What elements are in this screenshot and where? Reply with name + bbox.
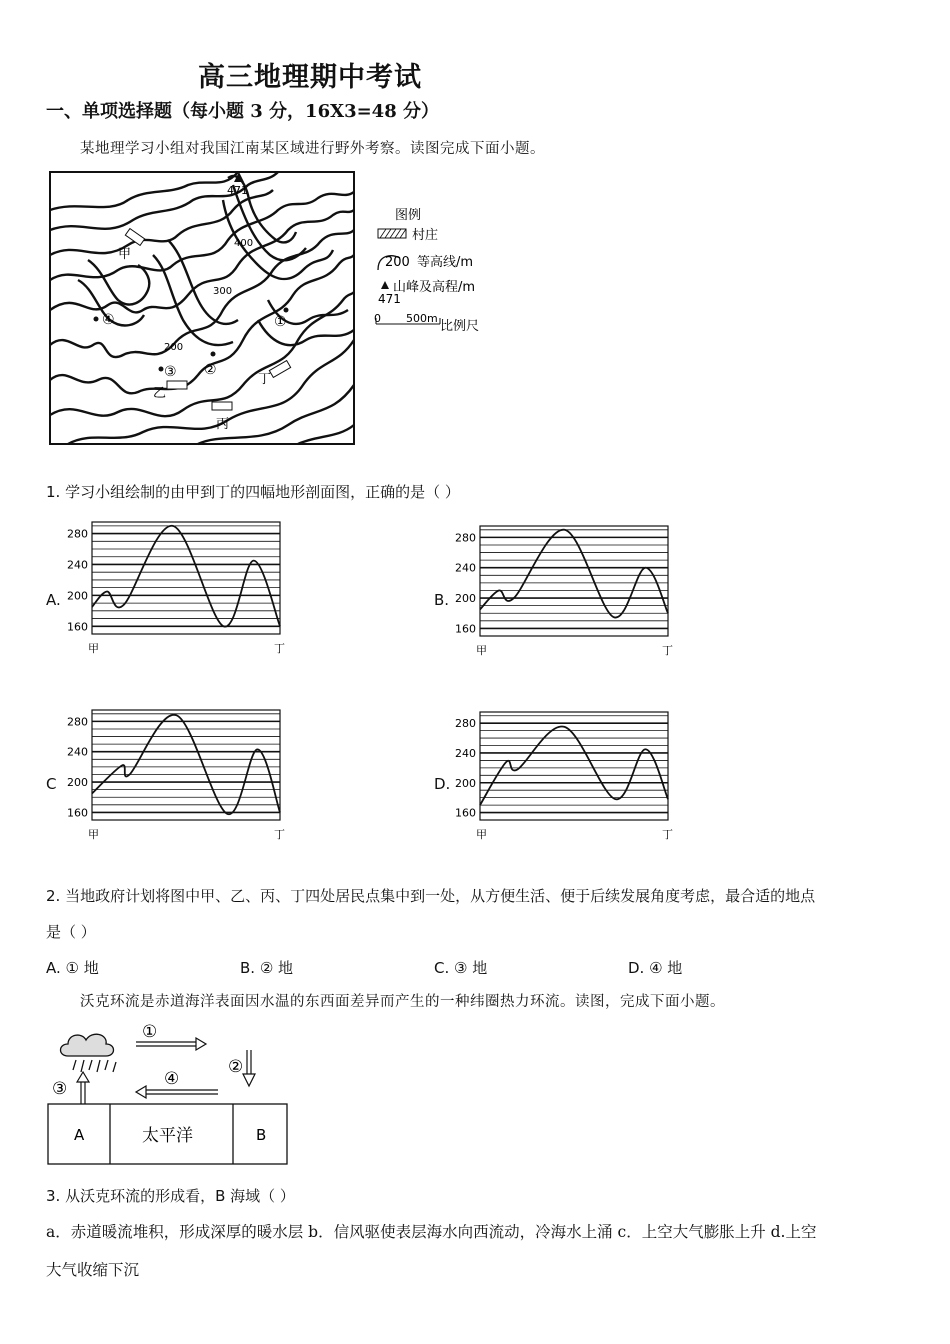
- arrow-2-label: ②: [228, 1057, 244, 1077]
- profile-chart-c: [60, 704, 300, 844]
- topographic-map: [48, 170, 358, 448]
- x-start-label: 甲: [88, 642, 99, 655]
- arrow-4-label: ④: [164, 1069, 180, 1089]
- question-1: 1. 学习小组绘制的由甲到丁的四幅地形剖面图，正确的是（ ）: [46, 483, 460, 501]
- q3-options-line-1: a．赤道暖流堆积，形成深厚的暖水层 b．信风驱使表层海水向西流动，冷海水上涌 c．上空大气膨胀上升 d.上空: [46, 1223, 817, 1241]
- x-start-label: 甲: [88, 828, 99, 841]
- question-2-continued: 是（ ）: [46, 923, 96, 941]
- option-label-d: D.: [434, 775, 451, 793]
- intro-text-1: 某地理学习小组对我国江南某区域进行野外考察。读图完成下面小题。: [80, 141, 545, 157]
- box-b: B: [256, 1126, 267, 1144]
- plot-frame: [480, 526, 668, 636]
- contour-label-400: 400: [234, 238, 254, 249]
- y-tick-label: 240: [67, 745, 88, 759]
- legend-contour: 等高线/m: [417, 255, 474, 270]
- village-ding: 丁: [258, 372, 272, 387]
- legend-village: 村庄: [412, 228, 439, 243]
- option-label-c: C: [46, 775, 57, 793]
- contour-label-200: 200: [164, 342, 184, 353]
- village-jia: 甲: [118, 247, 132, 262]
- y-tick-label: 200: [455, 592, 476, 606]
- y-tick-label: 240: [67, 558, 88, 572]
- legend-peak: 山峰及高程/m: [393, 280, 476, 295]
- arrow-1-label: ①: [142, 1022, 158, 1042]
- map-peak-value: 471: [227, 184, 248, 197]
- y-tick-label: 160: [67, 806, 88, 820]
- legend-peak-value: 471: [378, 292, 401, 306]
- contour-label-300: 300: [213, 286, 233, 297]
- legend-scale: 比例尺: [440, 319, 480, 334]
- walker-circulation-diagram: [46, 1016, 296, 1168]
- x-end-label: 丁: [274, 642, 285, 655]
- village-yi: 乙: [153, 386, 167, 401]
- x-start-label: 甲: [476, 828, 487, 841]
- plot-frame: [92, 522, 280, 634]
- page-title: 高三地理期中考试: [198, 62, 422, 93]
- profile-chart-a: [60, 516, 300, 658]
- arrow-3-label: ③: [52, 1079, 68, 1099]
- x-end-label: 丁: [662, 828, 673, 841]
- intro-text-2: 沃克环流是赤道海洋表面因水温的东西面差异而产生的一种纬圈热力环流。读图，完成下面小题。: [80, 994, 725, 1010]
- y-tick-label: 200: [455, 776, 476, 790]
- q2-option-c[interactable]: C. ③ 地: [434, 959, 488, 977]
- point-4: ④: [102, 312, 115, 328]
- legend-title: 图例: [395, 208, 422, 223]
- point-1: ①: [274, 314, 287, 330]
- option-label-a: A.: [46, 591, 61, 609]
- map-legend: [372, 202, 512, 342]
- point-2: ②: [204, 362, 217, 378]
- y-tick-label: 160: [455, 622, 476, 636]
- x-end-label: 丁: [662, 644, 673, 657]
- y-tick-label: 280: [455, 531, 476, 545]
- profile-chart-b: [448, 520, 688, 660]
- point-3: ③: [164, 364, 177, 380]
- village-bing: 丙: [216, 417, 230, 432]
- question-3: 3. 从沃克环流的形成看，B 海域（ ）: [46, 1187, 295, 1205]
- q3-options-line-2: 大气收缩下沉: [46, 1261, 140, 1279]
- profile-chart-d: [448, 706, 688, 844]
- legend-peak-icon: [381, 281, 389, 289]
- y-tick-label: 200: [67, 589, 88, 603]
- legend-scale-dist: 500m: [406, 312, 438, 325]
- y-tick-label: 200: [67, 776, 88, 790]
- y-tick-label: 160: [455, 806, 476, 820]
- x-start-label: 甲: [476, 644, 487, 657]
- legend-contour-value: 200: [385, 255, 410, 270]
- section-heading: 一、单项选择题（每小题 3 分，16X3=48 分）: [46, 101, 439, 122]
- box-pacific: 太平洋: [142, 1126, 193, 1146]
- y-tick-label: 280: [67, 715, 88, 729]
- plot-frame: [480, 712, 668, 820]
- y-tick-label: 240: [455, 746, 476, 760]
- cloud-icon: [61, 1034, 117, 1072]
- legend-scale-zero: 0: [374, 312, 381, 325]
- y-tick-label: 280: [67, 527, 88, 541]
- y-tick-label: 280: [455, 717, 476, 731]
- q2-option-d[interactable]: D. ④ 地: [628, 959, 683, 977]
- question-2: 2. 当地政府计划将图中甲、乙、丙、丁四处居民点集中到一处，从方便生活、便于后续发展角度考虑，最合适的地点: [46, 887, 816, 905]
- y-tick-label: 240: [455, 561, 476, 575]
- y-tick-label: 160: [67, 620, 88, 634]
- box-a: A: [74, 1126, 85, 1144]
- x-end-label: 丁: [274, 828, 285, 841]
- q2-option-b[interactable]: B. ② 地: [240, 959, 294, 977]
- q2-option-a[interactable]: A. ① 地: [46, 959, 99, 977]
- option-label-b: B.: [434, 591, 450, 609]
